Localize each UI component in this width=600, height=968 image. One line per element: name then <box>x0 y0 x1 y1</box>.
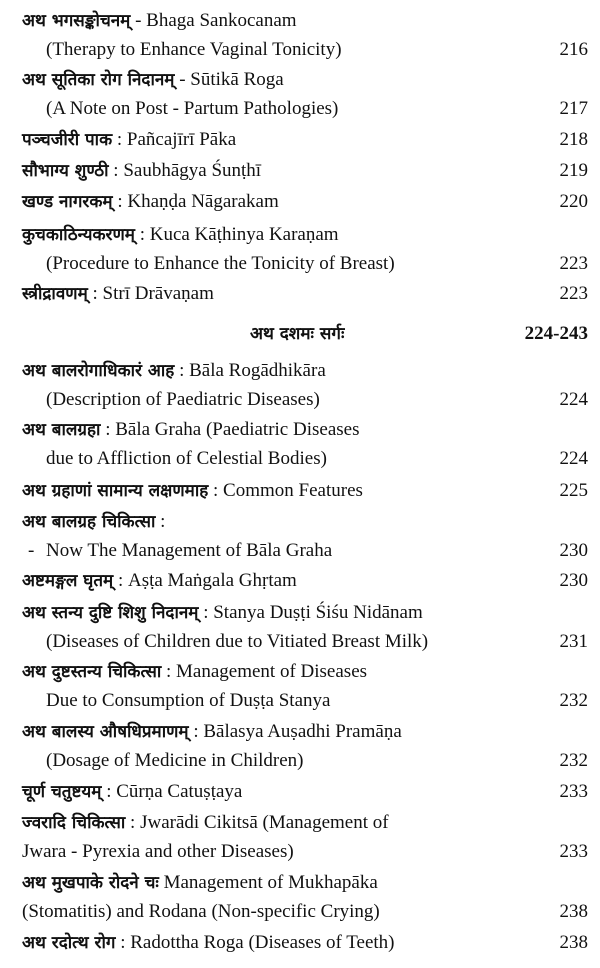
toc-entry <box>22 598 588 656</box>
entry-separator: - <box>130 10 147 31</box>
page-number: 238 <box>559 932 588 953</box>
page-number: 233 <box>559 841 588 862</box>
entry-transliteration: Management of Mukhapāka <box>163 872 378 893</box>
stray-dash-mark: - <box>28 540 35 561</box>
entry-sanskrit-title: अथ स्तन्य दुष्टि शिशु निदानम् <box>22 603 199 623</box>
entry-title-line <box>22 356 588 385</box>
toc-entry <box>22 717 588 775</box>
entry-transliteration: Common Features <box>223 480 363 501</box>
entry-title-line <box>22 187 588 216</box>
entry-sanskrit-title: पञ्चजीरी पाक <box>22 130 113 150</box>
page-number: 224 <box>559 389 588 410</box>
entry-continuation-line <box>22 35 588 64</box>
chapter-page-range: 224-243 <box>524 323 588 344</box>
page-number: 223 <box>559 253 588 274</box>
entry-description: (A Note on Post - Partum Pathologies) <box>46 98 339 119</box>
entry-separator: : <box>134 224 150 245</box>
entry-separator: : <box>155 511 166 532</box>
entry-description: (Diseases of Children due to Vitiated Breast Milk) <box>46 631 429 652</box>
entry-description: (Dosage of Medicine in Children) <box>46 750 304 771</box>
entry-description: Jwara - Pyrexia and other Diseases) <box>22 841 294 862</box>
entry-continuation-line <box>22 837 588 866</box>
entry-continuation-line <box>22 686 588 715</box>
entry-title-line <box>22 657 588 686</box>
entry-title-line <box>22 476 588 505</box>
page-number: 217 <box>559 98 588 119</box>
entry-continuation-line <box>22 444 588 473</box>
toc-entry <box>22 415 588 473</box>
page-number: 232 <box>559 690 588 711</box>
entry-separator: : <box>125 812 141 833</box>
entry-sanskrit-title: चूर्ण चतुष्टयम् <box>22 782 102 802</box>
entry-sanskrit-title: अथ मुखपाके रोदने चः <box>22 873 159 893</box>
entry-continuation-line <box>22 536 588 565</box>
entry-separator: - <box>174 69 191 90</box>
entry-description: (Therapy to Enhance Vaginal Tonicity) <box>46 39 342 60</box>
page-number: 232 <box>559 750 588 771</box>
entry-title-line <box>22 928 588 957</box>
page-number: 224 <box>559 448 588 469</box>
entry-title-line <box>22 279 588 308</box>
entry-separator: : <box>108 160 124 181</box>
entry-separator: : <box>101 781 117 802</box>
entry-transliteration: Strī Drāvaṇam <box>102 283 214 304</box>
entry-title-line <box>22 868 588 897</box>
toc-entry <box>22 657 588 715</box>
entry-title-line <box>22 566 588 595</box>
toc-entry <box>22 65 588 123</box>
entry-continuation-line <box>22 746 588 775</box>
entry-transliteration: Cūrṇa Catuṣṭaya <box>116 781 243 802</box>
entry-transliteration: Sūtikā Roga <box>190 69 284 90</box>
entry-separator: : <box>100 419 116 440</box>
entry-continuation-line <box>22 897 588 926</box>
entry-sanskrit-title: अथ दुष्टस्तन्य चिकित्सा <box>22 662 162 682</box>
entry-title-line <box>22 125 588 154</box>
entry-separator: : <box>115 932 131 953</box>
entry-transliteration: Bālasya Auṣadhi Pramāṇa <box>203 721 402 742</box>
entry-continuation-line <box>22 385 588 414</box>
entry-transliteration: Bhaga Sankocanam <box>146 10 297 31</box>
entry-sanskrit-title: अथ बालस्य औषधिप्रमाणम् <box>22 722 189 742</box>
page-number: 225 <box>559 480 588 501</box>
page-number: 220 <box>559 191 588 212</box>
page-number: 216 <box>559 39 588 60</box>
entry-sanskrit-title: अथ बालग्रहा <box>22 420 101 440</box>
entry-sanskrit-title: स्त्रीद्रावणम् <box>22 284 88 304</box>
entry-transliteration: Stanya Duṣṭi Śiśu Nidānam <box>213 602 423 623</box>
entry-separator: : <box>161 661 177 682</box>
toc-entry <box>22 6 588 64</box>
page-number: 230 <box>559 540 588 561</box>
entry-sanskrit-title: अथ रदोत्थ रोग <box>22 933 116 953</box>
entry-title-line <box>22 6 588 35</box>
entry-sanskrit-title: अथ सूतिका रोग निदानम् <box>22 70 175 90</box>
entry-separator: : <box>188 721 204 742</box>
entry-continuation-line <box>22 94 588 123</box>
entry-separator: : <box>87 283 103 304</box>
entry-transliteration: Jwarādi Cikitsā (Management of <box>140 812 389 833</box>
entry-transliteration: Kuca Kāṭhinya Karaṇam <box>149 224 339 245</box>
toc-entry <box>22 777 588 806</box>
entry-title-line <box>22 507 588 536</box>
entry-title-line <box>22 415 588 444</box>
toc-entry <box>22 868 588 926</box>
chapter-title: अथ दशमः सर्गः <box>250 324 345 344</box>
entry-description: Now The Management of Bāla Graha <box>46 540 333 561</box>
page-number: 230 <box>559 570 588 591</box>
entry-title-line <box>22 808 588 837</box>
entry-sanskrit-title: अथ ग्रहाणां सामान्य लक्षणमाह <box>22 481 209 501</box>
entry-transliteration: Management of Diseases <box>176 661 368 682</box>
entry-description: due to Affliction of Celestial Bodies) <box>46 448 327 469</box>
entry-description: (Stomatitis) and Rodana (Non-specific Crying) <box>22 901 380 922</box>
entry-description: (Description of Paediatric Diseases) <box>46 389 320 410</box>
entry-transliteration: Saubhāgya Śunṭhī <box>123 160 262 181</box>
entry-transliteration: Khaṇḍa Nāgarakam <box>127 191 279 212</box>
entry-transliteration: Aṣṭa Maṅgala Ghṛtam <box>127 570 297 591</box>
entry-title-line <box>22 220 588 249</box>
entry-title-line <box>22 65 588 94</box>
entry-title-line <box>22 598 588 627</box>
entry-sanskrit-title: ज्वरादि चिकित्सा <box>22 813 126 833</box>
entry-transliteration: Pañcajīrī Pāka <box>126 129 237 150</box>
entry-transliteration: Bāla Rogādhikāra <box>189 360 326 381</box>
entry-title-line <box>22 156 588 185</box>
toc-entry <box>22 279 588 308</box>
toc-entry <box>22 156 588 185</box>
toc-entry <box>22 220 588 278</box>
toc-entry <box>22 507 588 565</box>
page-number: 219 <box>559 160 588 181</box>
chapter-heading <box>22 318 588 350</box>
toc-entry <box>22 187 588 216</box>
toc-entry <box>22 808 588 866</box>
page-number: 238 <box>559 901 588 922</box>
entry-continuation-line <box>22 249 588 278</box>
entry-title-line <box>22 777 588 806</box>
entry-separator: : <box>174 360 190 381</box>
entry-title-line <box>22 717 588 746</box>
entry-sanskrit-title: अथ बालरोगाधिकारं आह <box>22 361 175 381</box>
entry-transliteration: Bāla Graha (Paediatric Diseases <box>115 419 360 440</box>
page-number: 231 <box>559 631 588 652</box>
entry-sanskrit-title: अथ बालग्रह चिकित्सा <box>22 512 156 532</box>
entry-sanskrit-title: खण्ड नागरकम् <box>22 192 113 212</box>
entry-transliteration: Radottha Roga (Diseases of Teeth) <box>130 932 395 953</box>
toc-entry <box>22 566 588 595</box>
entry-sanskrit-title: अथ भगसङ्कोचनम् <box>22 11 131 31</box>
toc-entry <box>22 356 588 414</box>
entry-separator: : <box>112 129 127 150</box>
toc-entry <box>22 125 588 154</box>
toc-entry <box>22 476 588 505</box>
entry-sanskrit-title: सौभाग्य शुण्ठी <box>22 161 109 181</box>
entry-separator: : <box>112 191 128 212</box>
entry-sanskrit-title: अष्टमङ्गल घृतम् <box>22 571 114 591</box>
entry-description: (Procedure to Enhance the Tonicity of Breast) <box>46 253 395 274</box>
page-number: 223 <box>559 283 588 304</box>
entry-continuation-line <box>22 627 588 656</box>
page-number: 218 <box>559 129 588 150</box>
toc-entry <box>22 928 588 957</box>
entry-separator: : <box>113 570 128 591</box>
page-number: 233 <box>559 781 588 802</box>
entry-description: Due to Consumption of Duṣṭa Stanya <box>46 690 331 711</box>
entry-separator: : <box>198 602 214 623</box>
entry-separator: : <box>208 480 224 501</box>
entry-sanskrit-title: कुचकाठिन्यकरणम् <box>22 225 135 245</box>
